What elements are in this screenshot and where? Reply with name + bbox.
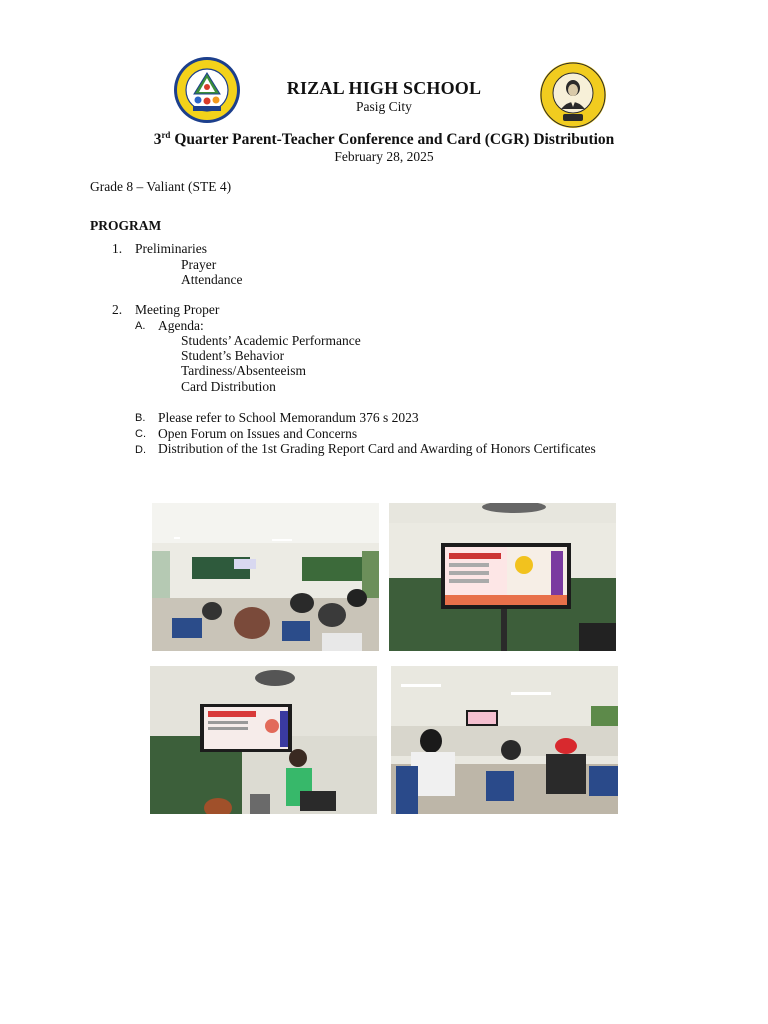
agenda-subitem: Student’s Behavior: [181, 348, 285, 363]
agenda-label: Distribution of the 1st Grading Report Card and Awarding of Honors Certificates: [158, 441, 596, 456]
agenda-letter: D.: [135, 444, 146, 456]
agenda-subitem: Tardiness/Absenteeism: [181, 363, 307, 378]
class-section: Grade 8 – Valiant (STE 4): [90, 179, 232, 194]
agenda-subitem: Card Distribution: [181, 379, 276, 394]
agenda-label: Open Forum on Issues and Concerns: [158, 426, 358, 441]
program-item-label: Meeting Proper: [135, 302, 220, 317]
agenda-letter: B.: [135, 412, 146, 424]
program-item-number: 2.: [112, 302, 123, 317]
document-date: February 28, 2025: [334, 149, 434, 164]
classroom-photo-3: [150, 666, 377, 814]
school-seal-logo: [539, 61, 607, 129]
program-item-number: 1.: [112, 241, 123, 256]
agenda-letter: A.: [135, 320, 146, 332]
agenda-letter: C.: [135, 428, 146, 440]
agenda-label: Please refer to School Memorandum 376 s 2023: [158, 410, 419, 425]
program-heading: PROGRAM: [90, 218, 162, 233]
classroom-photo-4: [391, 666, 618, 814]
school-name: RIZAL HIGH SCHOOL: [286, 78, 482, 98]
title-text: Quarter Parent-Teacher Conference and Card (CGR) Distribution: [170, 131, 615, 148]
agenda-label: Agenda:: [158, 318, 204, 333]
program-subitem: Prayer: [181, 257, 217, 272]
program-item-label: Preliminaries: [135, 241, 207, 256]
title-ordinal-number: 3: [153, 131, 162, 148]
document-title: [0, 131, 768, 149]
program-subitem: Attendance: [181, 272, 243, 287]
classroom-photo-2: [389, 503, 616, 651]
school-city: Pasig City: [356, 99, 412, 114]
title-ordinal-suffix: rd: [161, 130, 171, 140]
classroom-photo-1: [152, 503, 379, 651]
agenda-subitem: Students’ Academic Performance: [181, 333, 361, 348]
